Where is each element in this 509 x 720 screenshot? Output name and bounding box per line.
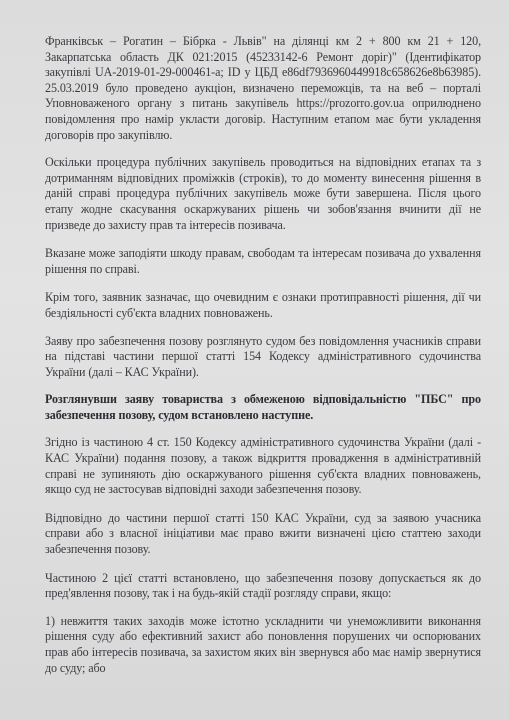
paragraph-procurement-details: Франківськ – Рогатин – Бібрка - Львів" на ділянці км 2 + 800 км 21 + 120, Закарпатська область ДК 021:2015 (45233142-6 Ремонт доріг)" (Ідентифікатор закупівлі UA-2019-01-29-000461-a; ID у ЦБД e86df7936960449918c658626e8b63985). 25.03.2019 було проведено аукціон, визначено переможців, та на веб – порталі Уповноваженого органу з питань закупівель https://prozorro.gov.ua оприлюднено повідомлення про намір укласти договір. Наступним етапом має бути укладення договорів про закупівлю. [45,34,481,142]
paragraph-court-finding-heading: Розглянувши заяву товариства з обмеженою відповідальністю "ПБС" про забезпечення позову, судом встановлено наступне. [45,392,481,422]
paragraph-condition-1: 1) невжиття таких заходів може істотно ускладнити чи унеможливити виконання рішення суду або ефективний захист або поновлення порушених чи оспорюваних прав або інтересів позивача, за захистом яких він звернувся або має намір звернутися до суду; або [45,613,481,675]
paragraph-procedure-stages: Оскільки процедура публічних закупівель проводиться на відповідних етапах та з дотриманням відповідних проміжків (строків), то до моменту винесення рішення в даній справі процедура публічних закупівель може бути завершена. Після цього етапу жодне скасування оскаржуваних рішень чи зобов'язання вчинити дії не призведе до захисту прав та інтересів позивача. [45,155,481,232]
paragraph-application-review: Заяву про забезпечення позову розглянуто судом без повідомлення учасників справи на підставі частини першої статті 154 Кодексу адміністративного судочинства України (далі – КАС України). [45,333,481,379]
paragraph-unlawfulness: Крім того, заявник зазначає, що очевидним є ознаки протиправності рішення, дії чи бездіяльності суб'єкта владних повноважень. [45,290,481,320]
paragraph-article-150-part-1: Відповідно до частини першої статті 150 КАС України, суд за заявою учасника справи або з власної ініціативи має право вжити визначені цією статтею заходи забезпечення позову. [45,510,481,557]
paragraph-harm: Вказане може заподіяти шкоду правам, свободам та інтересам позивача до ухвалення рішення по справі. [45,246,481,276]
paragraph-article-150-part-4: Згідно із частиною 4 ст. 150 Кодексу адміністративного судочинства України (далі - КАС України) подання позову, а також відкриття провадження в адміністративній справі не зупиняють дію оскаржуваного рішення суб'єкта владних повноважень, якщо суд не застосував відповідні заходи забезпечення позову. [45,435,481,497]
paragraph-article-part-2: Частиною 2 цієї статті встановлено, що забезпечення позову допускається як до пред'явлення позову, так і на будь-якій стадії розгляду справи, якщо: [45,570,481,601]
